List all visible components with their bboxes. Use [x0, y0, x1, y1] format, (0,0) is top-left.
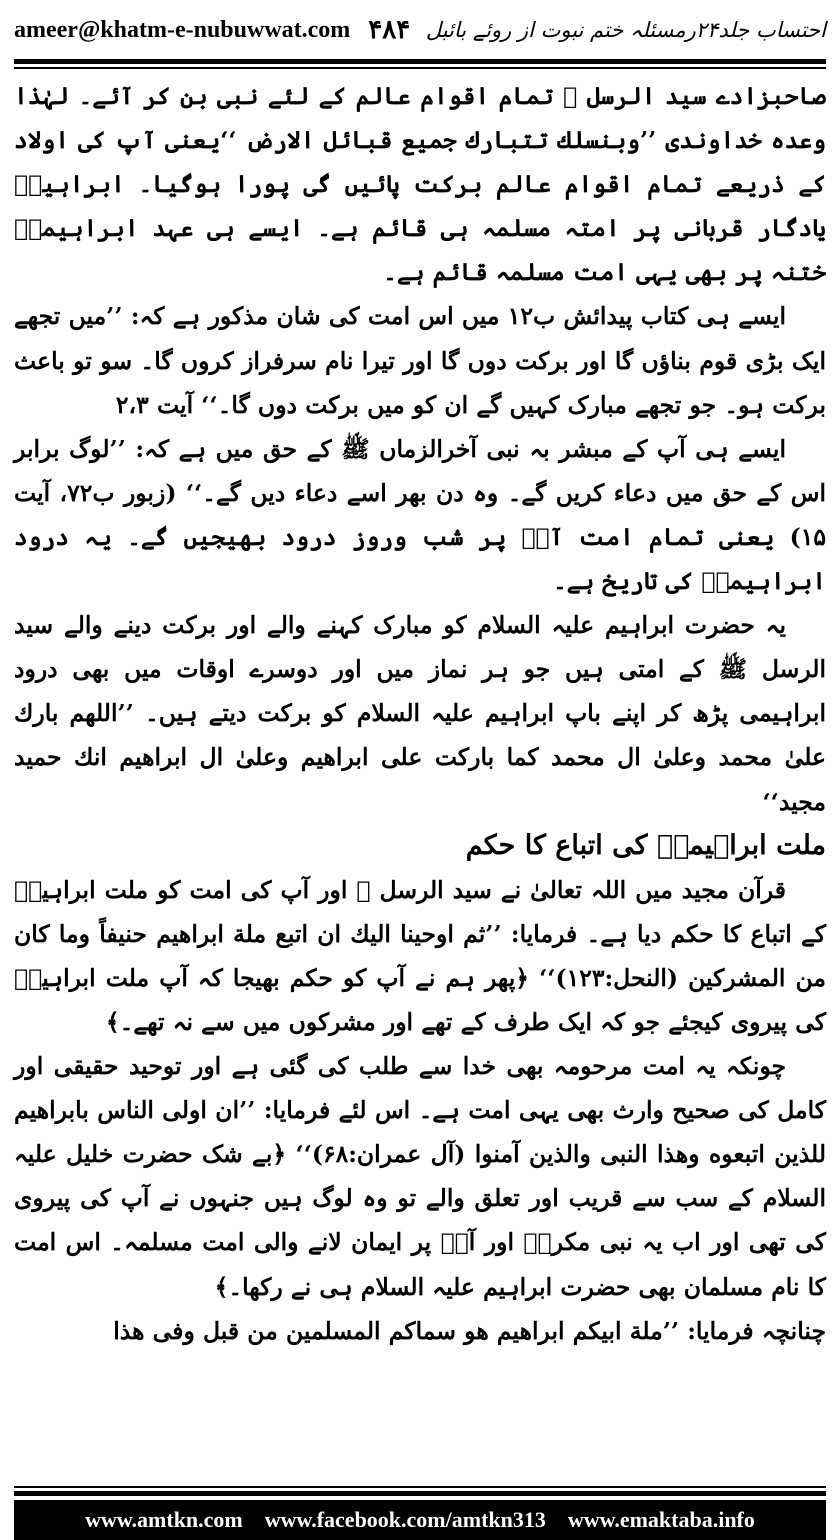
header-rule-thin [14, 67, 826, 69]
footer-rule-thick [14, 1491, 826, 1496]
paragraph: ایسے ہی کتاب پیدائش ب۱۲ میں اس امت کی شان مذکور ہے کہ: ’’میں تجھے ایک بڑی قوم بناؤں گا اور برکت دوں گا اور تیرا نام سرفراز کروں گا۔ سو تو باعث برکت ہو۔ جو تجھے مبارک کہیں گے ان کو میں برکت دوں گا۔‘‘ آیت ۲،۳ [14, 302, 826, 419]
page-header [14, 4, 826, 56]
page-footer [14, 1500, 826, 1540]
section-heading: ملت ابراہیمیؑ کی اتباع کا حکم [465, 829, 826, 861]
footer-link-facebook[interactable]: www.facebook.com/amtkn313 [264, 1507, 546, 1532]
footer-link-emaktaba[interactable]: www.emaktaba.info [567, 1507, 755, 1532]
page-number: ۴۸۴ [368, 15, 411, 45]
footer-link-amtkn[interactable]: www.amtkn.com [85, 1507, 243, 1532]
paragraph: چونکہ یہ امت مرحومہ بھی خدا سے طلب کی گئی ہے اور توحید حقیقی اور کامل کی صحیح وارث بھی یہی امت ہے۔ اس لئے فرمایا: ’’ان اولى الناس بابراهيم للذين اتبعوه وهذا النبى والذين آمنوا (آل عمران:۶۸)‘‘ ﴿بے شک حضرت خلیل علیہ السلام کے سب سے قریب اور تعلق والے تو وہ لوگ ہیں جنہوں نے آپ کی پیروی کی تھی اور اب یہ نبی مکرمؑ اور آپؑ پر ایمان لانے والی امت مسلمہ۔ اس امت کا نام مسلمان بھی حضرت ابراہیم علیہ السلام ہی نے رکھا۔﴾ [14, 1052, 826, 1301]
paragraph: صاحبزادے سید الرسل ﷺ تمام اقوام عالم کے لئے نبی بن کر آئے۔ لہٰذا وعدہ خداوندی ’’وبنسلك تتبارك جميع قبائل الارض ‘‘یعنی آپ کی اولاد کے ذریعے تمام اقوام عالم برکت پائیں گی پورا ہوگیا۔ ابراہیمؑ یادگار قربانی پر امتہ مسلمہ ہی قائم ہے۔ ایسے ہی عہد ابراہیمیؑ ختنہ پر بھی یہی امت مسلمہ قائم ہے۔ [14, 82, 826, 287]
running-title: احتساب جلد۲۴رمسئلہ ختم نبوت از روئے بائبل [425, 18, 826, 42]
paragraph: چنانچہ فرمایا: ’’ملة ابيكم ابراهيم هو سماكم المسلمين من قبل وفى هذا [113, 1316, 826, 1345]
header-left [14, 15, 410, 45]
paragraph: یہ حضرت ابراہیم علیہ السلام کو مبارک کہنے والے اور برکت دینے والے سید الرسل ﷺ کے امتی ہیں جو ہر نماز میں اور دوسرے اوقات میں بھی درود ابراہیمی پڑھ کر اپنے باپ ابراہیم علیہ السلام کو برکت دیتے ہیں۔ ’’اللهم بارك علىٰ محمد وعلىٰ ال محمد كما باركت على ابراهيم وعلىٰ ال ابراهيم انك حميد مجيد‘‘ [14, 611, 826, 816]
footer-rule-thin [14, 1486, 826, 1488]
paragraph: ایسے ہی آپ کے مبشر بہ نبی آخرالزماں ﷺ کے حق میں ہے کہ: ’’لوگ برابر اس کے حق میں دعاء کریں گے۔ وہ دن بھر اسے دعاء دیں گے۔‘‘ (زبور ب۷۲، آیت ۱۵) یعنی تمام امت آپؑ پر شب وروز درود بھیجیں گے۔ یہ درود ابراہیمیؑ کی تاریخ ہے۔ [14, 434, 826, 596]
paragraph: قرآن مجید میں اللہ تعالیٰ نے سید الرسل ﷺ اور آپ کی امت کو ملت ابراہیمؑ کے اتباع کا حکم دیا ہے۔ فرمایا: ’’ثم اوحينا اليك ان اتبع ملة ابراهيم حنيفاً وما كان من المشركين (النحل:۱۲۳)‘‘ ﴿پھر ہم نے آپ کو حکم بھیجا کہ آپ ملت ابراہیمؑ کی پیروی کیجئے جو کہ ایک طرف کے تھے اور مشرکوں میں سے نہ تھے۔﴾ [14, 875, 827, 1036]
header-rule-thick [14, 59, 826, 64]
body-text [14, 74, 826, 1476]
header-email[interactable]: ameer@khatm-e-nubuwwat.com [14, 16, 351, 43]
